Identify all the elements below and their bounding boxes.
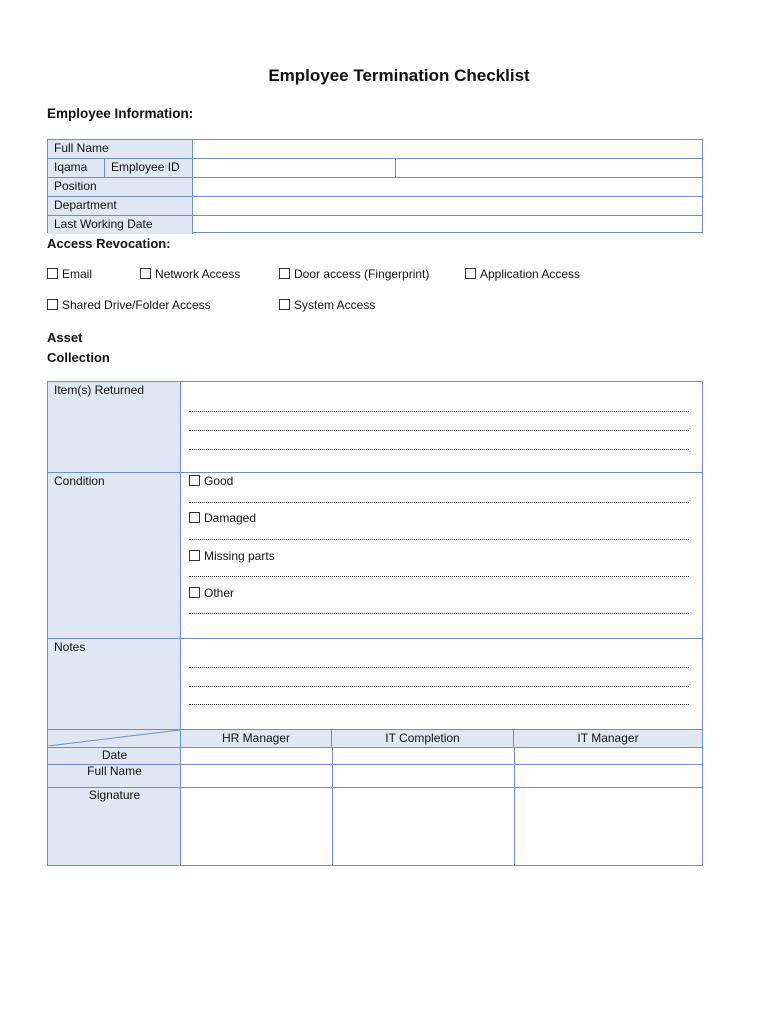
- row-position: [48, 177, 702, 196]
- checkbox-icon: [189, 587, 200, 598]
- asset-heading-line1: Asset: [47, 330, 83, 345]
- department-label: Department: [48, 197, 193, 215]
- items-returned-line[interactable]: [189, 430, 689, 431]
- column-header-hr-manager: HR Manager: [181, 730, 332, 747]
- items-returned-line[interactable]: [189, 411, 689, 412]
- condition-other-label: Other: [204, 586, 235, 600]
- checkbox-icon: [189, 550, 200, 561]
- column-divider: [332, 748, 333, 865]
- department-field[interactable]: [193, 197, 702, 215]
- notes-line[interactable]: [189, 667, 689, 668]
- asset-heading-line2: Collection: [47, 350, 110, 365]
- row-last-working-date: [48, 215, 702, 234]
- signature-label: Signature: [88, 788, 141, 802]
- full-name-label: Full Name: [48, 140, 193, 159]
- employee-info-table: [47, 139, 703, 233]
- checkbox-shared-drive[interactable]: [47, 298, 211, 312]
- items-returned-label: Item(s) Returned: [48, 382, 181, 473]
- condition-missing-parts-label: Missing parts: [204, 549, 275, 563]
- checkbox-email-label: Email: [62, 267, 93, 281]
- position-field[interactable]: [193, 178, 702, 196]
- signoff-corner-cell: [48, 730, 181, 747]
- row-department: [48, 196, 702, 215]
- last-working-date-label: Last Working Date: [48, 216, 193, 234]
- checkbox-network-access[interactable]: [140, 267, 240, 281]
- date-label: Date: [101, 748, 128, 762]
- notes-label: Notes: [48, 639, 181, 730]
- checkbox-system-access[interactable]: [279, 298, 375, 312]
- condition-missing-parts[interactable]: [189, 549, 275, 563]
- checkbox-icon: [140, 268, 151, 279]
- condition-line[interactable]: [189, 576, 689, 577]
- condition-damaged[interactable]: [189, 511, 256, 525]
- employee-id-label: Employee ID: [105, 159, 193, 177]
- last-working-date-field[interactable]: [193, 216, 702, 234]
- checkbox-email[interactable]: [47, 267, 92, 281]
- checkbox-network-access-label: Network Access: [155, 267, 241, 281]
- iqama-label: Iqama: [48, 159, 105, 177]
- iqama-field[interactable]: [193, 159, 396, 177]
- column-header-it-manager: IT Manager: [514, 730, 702, 747]
- notes-line[interactable]: [189, 704, 689, 705]
- condition-good[interactable]: [189, 474, 233, 488]
- condition-good-label: Good: [204, 474, 234, 488]
- checkbox-icon: [189, 475, 200, 486]
- asset-collection-table: [47, 381, 703, 866]
- checkbox-shared-drive-label: Shared Drive/Folder Access: [62, 298, 211, 312]
- condition-other[interactable]: [189, 586, 234, 600]
- column-divider: [514, 748, 515, 865]
- access-revocation-heading: Access Revocation:: [47, 236, 171, 251]
- condition-line[interactable]: [189, 502, 689, 503]
- diagonal-line: [48, 730, 180, 746]
- position-label: Position: [48, 178, 193, 196]
- condition-label: Condition: [48, 473, 181, 638]
- checkbox-system-access-label: System Access: [294, 298, 376, 312]
- checkbox-door-access-label: Door access (Fingerprint): [294, 267, 430, 281]
- checkbox-application-access[interactable]: [465, 267, 580, 281]
- column-header-it-completion: IT Completion: [332, 730, 514, 747]
- checkbox-icon: [279, 268, 290, 279]
- full-name-field[interactable]: [193, 140, 702, 159]
- condition-line[interactable]: [189, 539, 689, 540]
- condition-line[interactable]: [189, 613, 689, 614]
- full-name-row-label: Full Name: [87, 764, 142, 778]
- checkbox-icon: [47, 299, 58, 310]
- employee-info-heading: Employee Information:: [47, 106, 194, 121]
- employee-id-field[interactable]: [396, 159, 702, 177]
- checkbox-icon: [465, 268, 476, 279]
- row-iqama: [48, 158, 702, 177]
- row-full-name: [48, 140, 702, 159]
- condition-damaged-label: Damaged: [204, 511, 257, 525]
- items-returned-line[interactable]: [189, 449, 689, 450]
- notes-line[interactable]: [189, 686, 689, 687]
- document-title: Employee Termination Checklist: [268, 66, 530, 85]
- checkbox-icon: [279, 299, 290, 310]
- checkbox-door-access[interactable]: [279, 267, 429, 281]
- checkbox-icon: [189, 512, 200, 523]
- checkbox-icon: [47, 268, 58, 279]
- checkbox-application-access-label: Application Access: [480, 267, 581, 281]
